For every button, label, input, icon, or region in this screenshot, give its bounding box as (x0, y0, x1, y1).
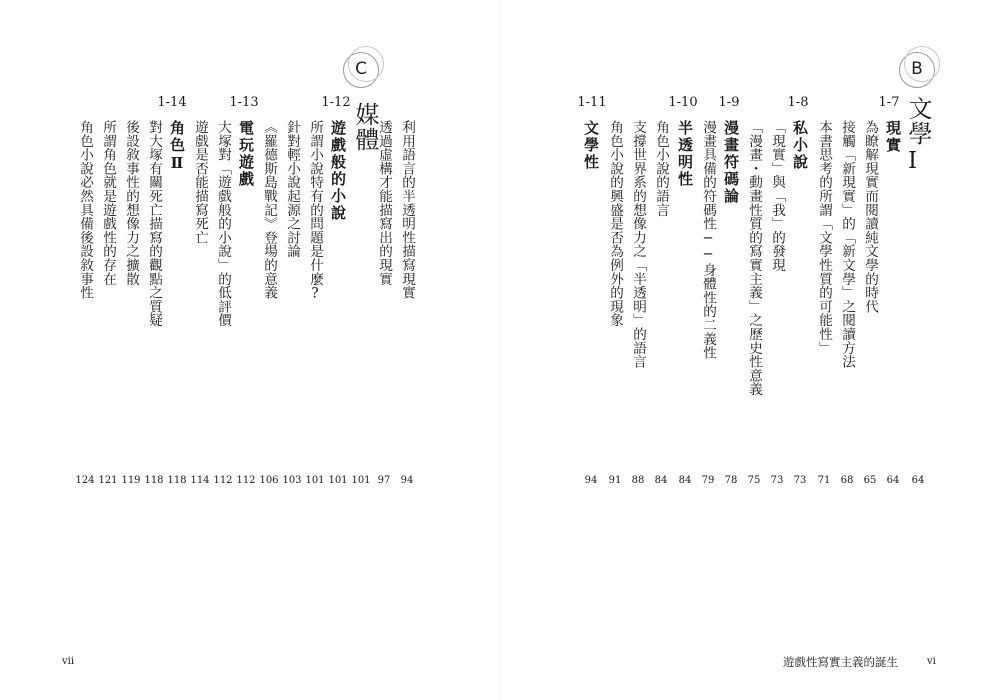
toc-entry-text: 所謂小說特有的問題是什麼? (307, 120, 323, 302)
toc-entry-text: 對大塚有關死亡描寫的觀點之質疑 (146, 120, 162, 327)
chapter-title: 半透明性 (676, 120, 694, 188)
toc-entry-text: 角色小說的語言 (653, 120, 669, 217)
page-folio: vi (927, 656, 936, 667)
part-title: 媒體 (351, 102, 379, 152)
toc-entry-text: 本書思考的所謂「文學性質的可能性」 (816, 120, 832, 355)
chapter-number: 1-14 (157, 95, 187, 110)
part-title: 文學 (904, 96, 932, 146)
toc-entry-text: 所謂角色就是遊戲性的存在 (100, 120, 116, 286)
page-number: 78 (724, 475, 738, 486)
chapter-number: 1-11 (577, 95, 607, 110)
toc-entry-text: 針對輕小說起源之討論 (284, 120, 300, 258)
chapter-title: 漫畫符碼論 (722, 120, 740, 205)
toc-entry-text: 接觸「新現實」的「新文學」之閱讀方法 (839, 120, 855, 369)
toc-entry-text: 大塚對「遊戲般的小說」的低評價 (215, 120, 231, 327)
badge-letter: C (355, 59, 367, 79)
footer-book-title: 遊戲性寫實主義的誕生 (783, 655, 898, 669)
badge-letter: B (911, 59, 923, 79)
chapter-number: 1-12 (321, 95, 351, 110)
page-number: 101 (351, 475, 371, 486)
chapter-number: 1-8 (787, 95, 809, 110)
section-badge-b (899, 52, 935, 88)
chapter-title: 角色Ⅱ (168, 120, 186, 174)
chapter-title: 現實 (884, 120, 902, 154)
toc-entry-text: 為瞭解現實而閱讀純文學的時代 (862, 120, 878, 314)
page-number: 114 (190, 475, 210, 486)
toc-entry-text: 遊戲是否能描寫死亡 (192, 120, 208, 245)
page-number: 88 (631, 475, 645, 486)
page-number: 91 (608, 475, 622, 486)
gutter (499, 0, 500, 700)
toc-entry-text: 漫畫具備的符碼性──身體性的二義性 (700, 120, 716, 360)
page-number: 106 (259, 475, 279, 486)
toc-entry-text: 透過虛構才能描寫出的現實 (376, 120, 392, 286)
chapter-title: 遊戲般的小說 (329, 120, 347, 222)
page-number: 79 (701, 475, 715, 486)
page-number: 75 (747, 475, 761, 486)
page-number: 73 (793, 475, 807, 486)
chapter-title: 電玩遊戲 (237, 120, 255, 188)
toc-entry-text: 支撐世界系的想像力之「半透明」的語言 (630, 120, 646, 369)
page-number: 97 (377, 475, 391, 486)
toc-entry-text: 角色小說必然具備後設敘事性 (77, 120, 93, 300)
page-number: 73 (770, 475, 784, 486)
chapter-title: 私小說 (791, 120, 809, 171)
page-number: 112 (236, 475, 256, 486)
page-number: 119 (121, 475, 141, 486)
chapter-number: 1-13 (229, 95, 259, 110)
chapter-title: 文學性 (582, 120, 600, 171)
section-badge-c (343, 52, 379, 88)
toc-entry-text: 「漫畫・動畫性質的寫實主義」之歷史性意義 (746, 120, 762, 396)
page-number: 84 (678, 475, 692, 486)
page-number: 118 (144, 475, 164, 486)
page-number: 68 (840, 475, 854, 486)
chapter-number: 1-10 (668, 95, 698, 110)
page-number: 101 (305, 475, 325, 486)
page-number: 94 (584, 475, 598, 486)
page-number: 71 (817, 475, 831, 486)
chapter-number: 1-9 (718, 95, 740, 110)
toc-entry-text: 利用語言的半透明性描寫現實 (399, 120, 415, 300)
page-number: 64 (886, 475, 900, 486)
toc-entry-text: 《羅德斯島戰記》登場的意義 (261, 120, 277, 300)
page-number: 118 (167, 475, 187, 486)
page-number: 101 (328, 475, 348, 486)
page-number: 84 (654, 475, 668, 486)
toc-entry-text: 後設敘事性的想像力之擴散 (123, 120, 139, 286)
part-roman-numeral: Ⅰ (908, 148, 918, 174)
page-number: 65 (863, 475, 877, 486)
page-number: 103 (282, 475, 302, 486)
page-number: 124 (75, 475, 95, 486)
page-folio: vii (62, 656, 75, 667)
toc-entry-text: 角色小說的興盛是否為例外的現象 (607, 120, 623, 327)
toc-entry-text: 「現實」與「我」的發現 (769, 120, 785, 272)
page-number: 64 (911, 475, 925, 486)
page-number: 112 (213, 475, 233, 486)
chapter-number: 1-7 (878, 95, 900, 110)
page-number: 121 (98, 475, 118, 486)
page-number: 94 (400, 475, 414, 486)
